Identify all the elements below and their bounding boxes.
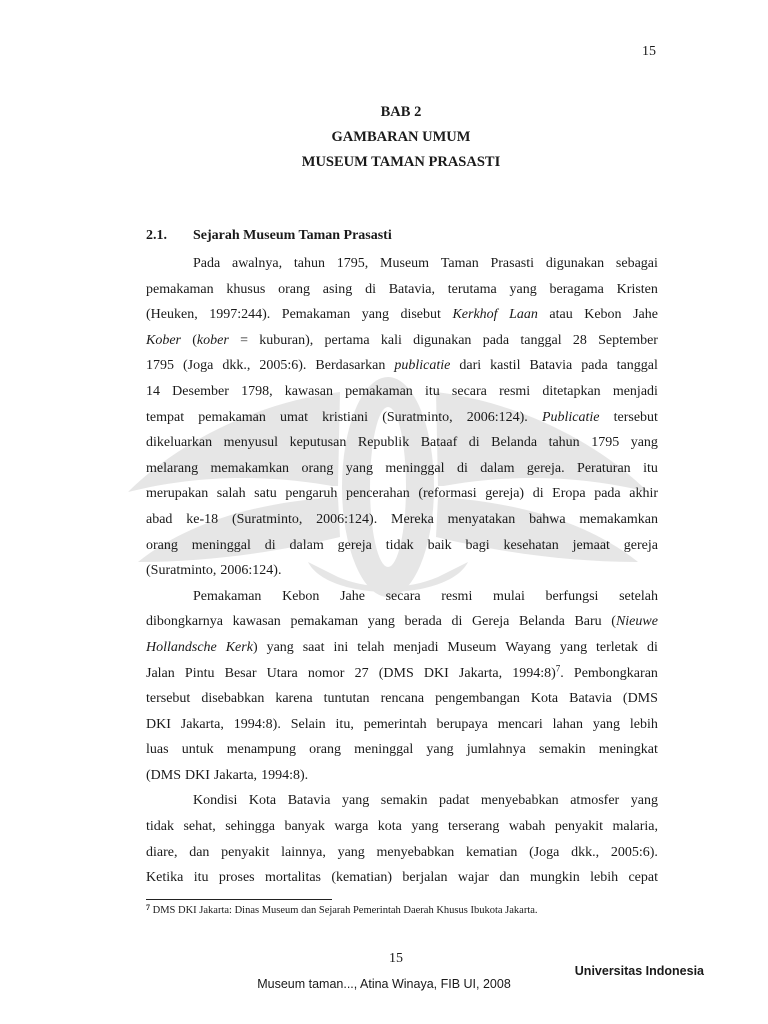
- section-heading: [146, 228, 392, 244]
- body-line: Hollandsche Kerk) yang saat ini telah menjadi Museum Wayang yang terletak di: [146, 639, 658, 655]
- body-line: (Heuken, 1997:244). Pemakaman yang disebut Kerkhof Laan atau Kebon Jahe: [146, 307, 658, 323]
- body-text: [146, 251, 658, 891]
- footnote-text: DMS DKI Jakarta: Dinas Museum dan Sejarah Pemerintah Daerah Khusus Ibukota Jakarta.: [152, 905, 538, 916]
- body-line: tersebut disebabkan karena tuntutan rencana pengembangan Kota Batavia (DMS: [146, 691, 658, 707]
- body-line: abad ke-18 (Suratminto, 2006:124). Mereka menyatakan bahwa memakamkan: [146, 511, 658, 527]
- body-line: tidak sehat, sehingga banyak warga kota yang terserang wabah penyakit malaria,: [146, 819, 658, 835]
- footer-credit: Museum taman..., Atina Winaya, FIB UI, 2008: [257, 977, 511, 991]
- body-line: (DMS DKI Jakarta, 1994:8).: [146, 767, 309, 783]
- body-line: Jalan Pintu Besar Utara nomor 27 (DMS DKI Jakarta, 1994:8)$^7$. Pembongkaran: [146, 662, 658, 681]
- footnote-marker: 7: [146, 903, 150, 912]
- section-number: 2.1.: [146, 228, 167, 243]
- section-title: Sejarah Museum Taman Prasasti: [193, 228, 392, 243]
- page-number-top: 15: [642, 44, 656, 59]
- body-line: pemakaman khusus orang asing di Batavia, terutama yang beragama Kristen: [146, 281, 658, 297]
- chapter-heading: [0, 100, 768, 175]
- body-line: (Suratminto, 2006:124).: [146, 563, 282, 579]
- university-name: Universitas Indonesia: [574, 964, 704, 978]
- body-line: 14 Desember 1798, kawasan pemakaman itu secara resmi ditetapkan menjadi: [146, 383, 658, 399]
- body-line: 1795 (Joga dkk., 2005:6). Berdasarkan publicatie dari kastil Batavia pada tanggal: [146, 358, 658, 374]
- body-line: dibongkarnya kawasan pemakaman yang berada di Gereja Belanda Baru (Nieuwe: [146, 614, 658, 630]
- body-line: diare, dan penyakit lainnya, yang menyebabkan kematian (Joga dkk., 2005:6).: [146, 844, 658, 860]
- body-line: Kober (kober = kuburan), pertama kali digunakan pada tanggal 28 September: [146, 332, 658, 348]
- body-line: Pada awalnya, tahun 1795, Museum Taman Prasasti digunakan sebagai: [193, 256, 658, 271]
- body-line: dikeluarkan menyusul keputusan Republik Bataaf di Belanda tahun 1795 yang: [146, 435, 658, 451]
- body-line: Kondisi Kota Batavia yang semakin padat menyebabkan atmosfer yang: [193, 793, 658, 809]
- body-line: tempat pemakaman umat kristiani (Suratminto, 2006:124). Publicatie tersebut: [146, 409, 658, 425]
- body-line: orang meninggal di dalam gereja tidak baik bagi kesehatan jemaat gereja: [146, 537, 658, 553]
- body-line: merupakan salah satu pengaruh pencerahan (reformasi gereja) di Eropa pada akhir: [146, 486, 658, 502]
- chapter-title-line-1: GAMBARAN UMUM: [331, 129, 471, 145]
- body-line: DKI Jakarta, 1994:8). Selain itu, pemerintah berupaya mencari lahan yang lebih: [146, 716, 658, 732]
- body-line: Ketika itu proses mortalitas (kematian) berjalan wajar dan mungkin lebih cepat: [146, 870, 658, 886]
- body-line: luas untuk menampung orang meninggal yang jumlahnya semakin meningkat: [146, 742, 658, 758]
- page-number-bottom: 15: [389, 951, 403, 966]
- chapter-title-line-2: MUSEUM TAMAN PRASASTI: [301, 154, 501, 170]
- footnote: [146, 905, 538, 916]
- chapter-label: BAB 2: [380, 104, 422, 120]
- body-line: Pemakaman Kebon Jahe secara resmi mulai berfungsi setelah: [193, 588, 658, 604]
- footnote-divider: [146, 899, 332, 900]
- body-line: melarang memakamkan orang yang meninggal di dalam gereja. Peraturan itu: [146, 460, 658, 476]
